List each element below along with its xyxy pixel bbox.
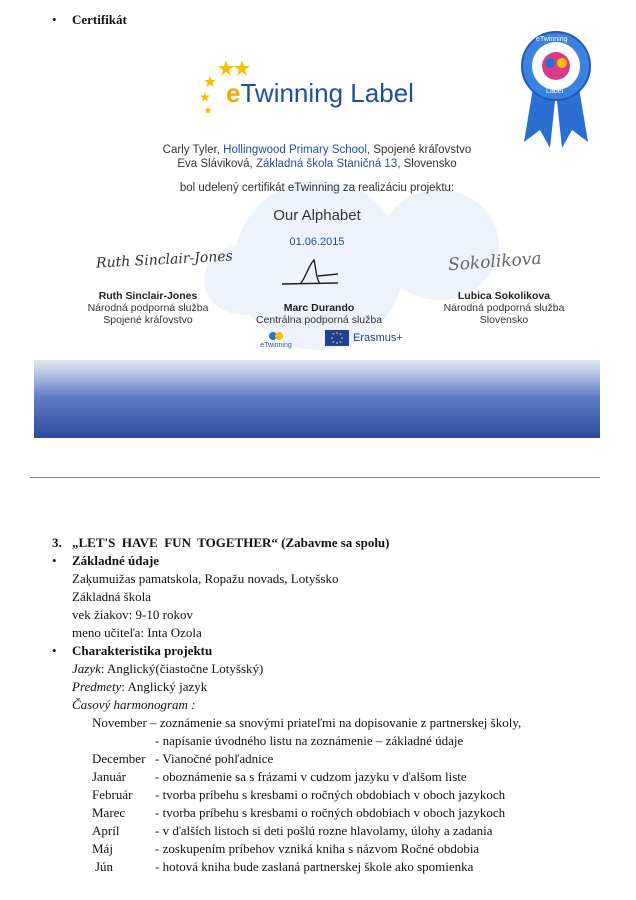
subjects-label: Predmety [72,679,122,694]
schedule-text: - oboznámenie sa s frázami v cudzom jazyku v ďalšom liste [155,769,467,784]
signatory-3-role: Národná podporná služba [443,302,565,314]
signatory-2-name: Marc Durando [283,302,355,314]
recipient-line-1 [34,144,600,156]
signatory-2 [239,302,399,326]
language-label: Jazyk [72,661,101,676]
heading-characteristics: Charakteristika projektu [72,643,213,658]
signatory-1-country: Spojené kráľovstvo [103,314,193,326]
schedule-text: - tvorba príbehu s kresbami o ročných obdobiach v oboch jazykoch [155,787,506,802]
basic-line-school: Zaķumuižas pamatskola, Ropažu novads, Lotyšsko [72,571,339,586]
heading-certifikat: Certifikát [72,12,127,27]
language-line [72,661,263,677]
schedule-label: Časový harmonogram : [72,697,196,712]
project-number: 3. [52,535,62,550]
schedule-month: Marec [92,805,126,820]
bullet-characteristics: • [52,643,57,658]
school-2: Základná škola Staničná 13 [255,158,398,170]
heading-basic-data: Základné údaje [72,553,160,568]
recipient-line-2 [34,158,600,170]
logo-e: e [226,78,241,108]
etwinning-footer-text: eTwinning [260,342,292,349]
ribbon-text-bottom: Label [546,88,564,95]
school-1: Hollingwood Primary School [223,144,367,156]
signatory-2-role: Centrálna podporná služba [255,314,383,326]
eu-flag-icon [325,330,349,346]
basic-line-teacher: meno učiteľa: Inta Ozola [72,625,202,640]
etwinning-label-logo [226,78,414,109]
schedule-text: - tvorba príbehu s kresbami o ročných obdobiach v oboch jazykoch [155,805,506,820]
country-1: , Spojené kráľovstvo [366,144,472,156]
certificate-date: 01.06.2015 [289,236,345,248]
subjects-line [72,679,207,695]
award-line: bol udelený certifikát eTwinning za realizáciu projektu: [179,182,455,194]
schedule-month: December [92,751,146,766]
signature-3: Sokolikova [447,248,543,276]
schedule-month: Jún [95,859,114,874]
certificate-image [34,30,600,438]
schedule-text: - napísanie úvodného listu na zoznámenie – základné údaje [155,733,464,748]
signatory-3 [424,290,584,326]
etwinning-footer-logo [256,330,296,352]
subjects-value: : Anglický jazyk [121,679,208,694]
signatory-1-role: Národná podporná služba [87,302,209,314]
logo-text: Twinning Label [240,78,414,108]
signatory-3-name: Lubica Sokolikova [457,290,551,302]
etwinning-label-badge [512,30,600,148]
certificate-card [34,30,600,360]
schedule-month: Apríl [92,823,120,838]
schedule-month: Máj [92,841,113,856]
schedule-text: – zoznámenie sa snovými priateľmi na dopisovanie z partnerskej školy, [150,715,522,730]
bullet-certifikat: • [52,12,57,27]
signature-2 [278,256,368,290]
schedule-month: Február [92,787,133,802]
signatory-1 [68,290,228,326]
language-value: : Anglický(čiastočne Lotyšský) [100,661,264,676]
recipient-2: Eva Sláviková, [177,158,256,170]
signature-1: Ruth Sinclair-Jones [95,248,234,272]
schedule-month: November [92,715,147,730]
signatory-3-country: Slovensko [479,314,529,326]
etwinning-small-icon [268,330,284,342]
erasmus-text: Erasmus+ [353,332,403,344]
bullet-basic: • [52,553,57,568]
schedule-text: - v ďalších listoch si deti pošlú rozne hlavolamy, úlohy a zadania [155,823,493,838]
schedule-text: - zoskupením príbehov vzniká kniha s názvom Ročné obdobia [155,841,480,856]
schedule-month: Január [92,769,126,784]
signatory-1-name: Ruth Sinclair-Jones [98,290,198,302]
country-2: , Slovensko [397,158,457,170]
ribbon-text-top: eTwinning [536,36,568,43]
project-title: „LET'S HAVE FUN TOGETHER“ (Zabavme sa spolu) [72,535,390,550]
schedule-text: - hotová kniha bude zaslaná partnerskej škole ako spomienka [155,859,474,874]
basic-line-type: Základná škola [72,589,152,604]
page-divider [30,477,600,478]
recipient-1: Carly Tyler, [162,144,224,156]
schedule-text: - Vianočné pohľadnice [155,751,274,766]
basic-line-age: vek žiakov: 9-10 rokov [72,607,193,622]
project-name: Our Alphabet [273,207,361,224]
